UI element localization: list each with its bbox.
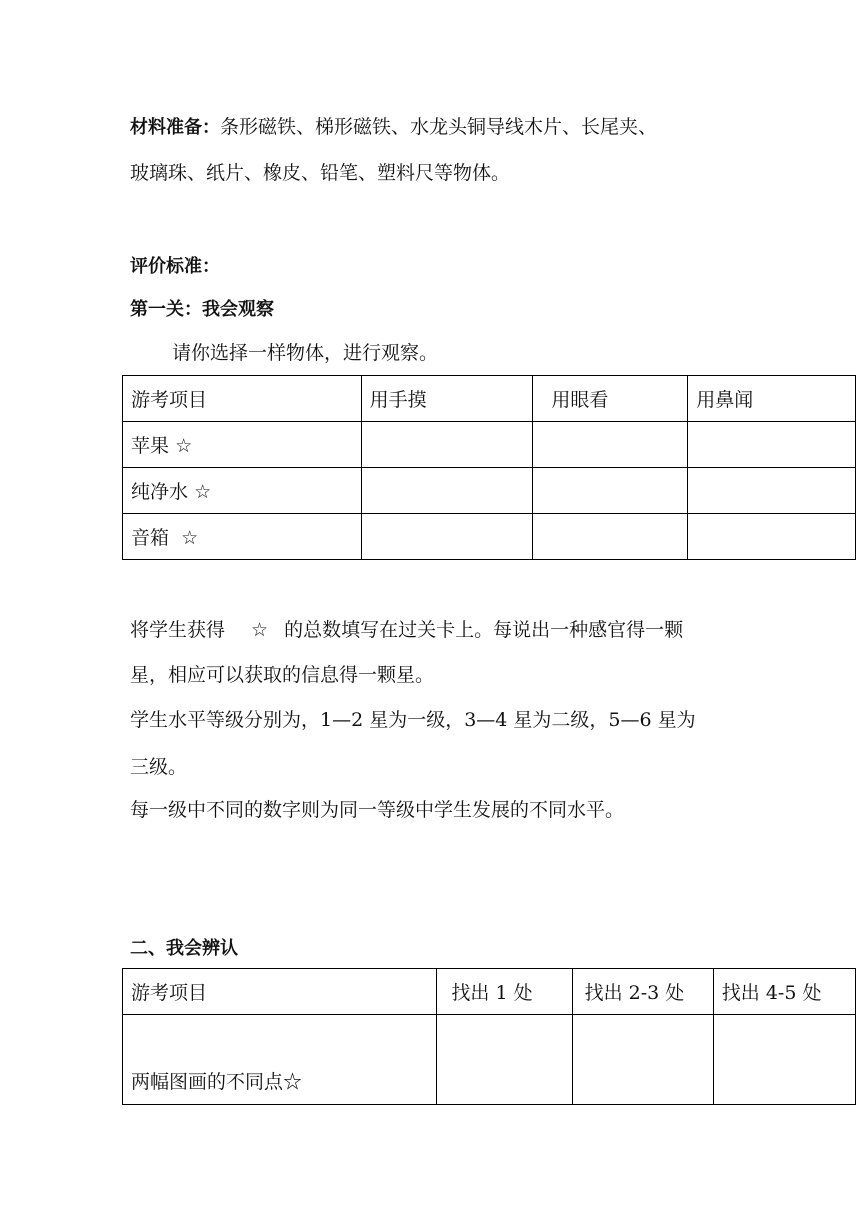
table-header-cell: 用手摸: [361, 376, 533, 422]
observation-table: [122, 375, 856, 560]
star-icon: ☆: [251, 619, 269, 641]
table-empty-cell: [572, 1015, 713, 1105]
level1-heading: 第一关：我会观察: [130, 299, 274, 320]
materials-line-2: 玻璃珠、纸片、橡皮、铅笔、塑料尺等物体。: [130, 162, 511, 184]
table-item-cell: [123, 514, 362, 560]
table-empty-cell: [713, 1015, 855, 1105]
table-empty-cell: [688, 514, 856, 560]
materials-text-1: 条形磁铁、梯形磁铁、水龙头铜导线木片、长尾夹、: [220, 116, 658, 138]
criteria-heading: 评价标准：: [130, 256, 220, 277]
star-icon: ☆: [175, 435, 193, 457]
table-empty-cell: [533, 468, 688, 514]
table-row: [123, 422, 856, 468]
table-item-cell: 两幅图画的不同点☆: [123, 1015, 437, 1105]
item-label: 纯净水: [131, 481, 189, 503]
table-empty-cell: [688, 468, 856, 514]
table-empty-cell: [361, 468, 533, 514]
notes-line-5: 每一级中不同的数字则为同一等级中学生发展的不同水平。: [130, 799, 625, 821]
table-item-cell: [123, 422, 362, 468]
table-item-cell: [123, 468, 362, 514]
materials-label: 材料准备：: [130, 117, 220, 138]
table-header-row: [123, 376, 856, 422]
table-header-cell: 用鼻闻: [688, 376, 856, 422]
recognition-table: [122, 968, 856, 1105]
table-empty-cell: [533, 422, 688, 468]
table-row: [123, 1015, 856, 1105]
table-header-row: [123, 969, 856, 1015]
table-empty-cell: [533, 514, 688, 560]
level1-instruction: 请你选择一样物体，进行观察。: [172, 342, 439, 364]
table-empty-cell: [688, 422, 856, 468]
table-header-cell: 找出 2-3 处: [572, 969, 713, 1015]
table-header-cell: 游考项目: [123, 969, 437, 1015]
table-empty-cell: [361, 422, 533, 468]
item-label: 苹果: [131, 435, 170, 457]
table-row: [123, 468, 856, 514]
table-row: [123, 514, 856, 560]
notes-line-3: 学生水平等级分别为，1—2 星为一级，3—4 星为二级，5—6 星为: [130, 709, 696, 731]
notes-line-4: 三级。: [130, 756, 188, 778]
notes-line-1: 将学生获得 ☆ 的总数填写在过关卡上。每说出一种感官得一颗: [130, 619, 684, 641]
level2-heading: 二、我会辨认: [130, 938, 238, 959]
table-empty-cell: [361, 514, 533, 560]
star-icon: ☆: [181, 527, 199, 549]
star-icon: ☆: [194, 481, 212, 503]
materials-line-1: [130, 114, 657, 141]
table-header-cell: 找出 1 处: [437, 969, 572, 1015]
table-header-cell: 找出 4-5 处: [713, 969, 855, 1015]
table-empty-cell: [437, 1015, 572, 1105]
table-header-cell: 游考项目: [123, 376, 362, 422]
table-header-cell: 用眼看: [533, 376, 688, 422]
notes-line-2: 星，相应可以获取的信息得一颗星。: [130, 664, 435, 686]
item-label: 音箱: [131, 527, 170, 549]
